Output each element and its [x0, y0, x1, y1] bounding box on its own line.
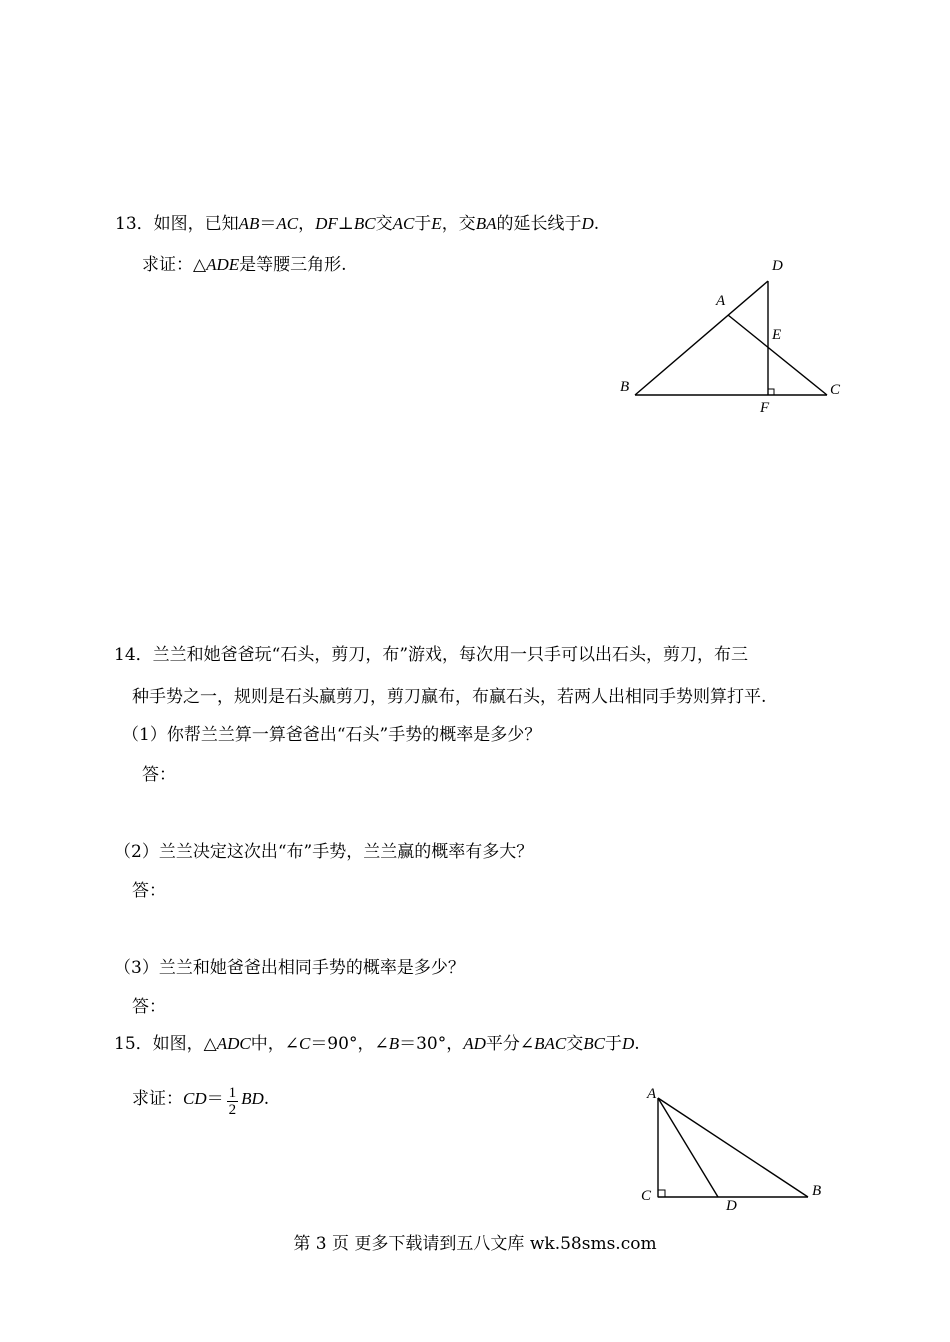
q13-e: E	[431, 214, 442, 233]
q15-cd: CD	[183, 1089, 207, 1108]
q13-text: 如图，已知	[153, 214, 239, 234]
q13-ab: AB	[238, 214, 260, 233]
q14-answer3: 答：	[132, 997, 166, 1017]
q15-text: 于	[605, 1034, 622, 1054]
q13-ba: BA	[475, 214, 497, 233]
q13-text: ，交	[441, 214, 476, 234]
segment-ba	[635, 281, 768, 395]
q14-answer2: 答：	[132, 881, 166, 901]
q15-b: B	[388, 1034, 400, 1053]
q15-angle-c: ＝90°，∠	[310, 1034, 389, 1054]
q15-ad: AD	[463, 1034, 486, 1053]
q15-statement	[114, 1032, 640, 1056]
label-a: A	[647, 1086, 657, 1102]
figure-13-triangle	[610, 250, 850, 425]
q13-ade: ADE	[206, 255, 240, 274]
q14-sub1: （1）你帮兰兰算一算爸爸出“石头”手势的概率是多少？	[122, 725, 542, 745]
label-e: E	[772, 327, 782, 343]
q15-period: .	[263, 1089, 270, 1109]
q13-text: 于	[414, 214, 432, 234]
fraction-one-half	[227, 1085, 239, 1118]
q14-sub2: （2）兰兰决定这次出“布”手势，兰兰赢的概率有多大？	[114, 842, 534, 862]
page-footer: 第 3 页 更多下载请到五八文库 wk.58sms.com	[293, 1234, 657, 1254]
q15-bd: BD	[241, 1089, 264, 1108]
q14-sub3: （3）兰兰和她爸爸出相同手势的概率是多少？	[114, 958, 465, 978]
q13-bc: BC	[353, 214, 376, 233]
q13-period: .	[593, 214, 600, 234]
label-f: F	[760, 400, 770, 416]
q14-line2: 种手势之一，规则是石头赢剪刀，剪刀赢布，布赢石头，若两人出相同手势则算打平.	[132, 687, 767, 707]
q15-equals: ＝	[206, 1089, 224, 1109]
q13-equals: ＝	[259, 214, 277, 234]
label-d: D	[772, 258, 783, 274]
q15-text: 交	[566, 1034, 584, 1054]
q13-comma: ，	[298, 214, 316, 234]
q15-adc: ADC	[216, 1034, 251, 1053]
fraction-denominator: 2	[228, 1102, 237, 1118]
fraction-numerator: 1	[228, 1085, 237, 1101]
q15-bc: BC	[583, 1034, 605, 1053]
label-d: D	[726, 1198, 737, 1214]
q13-ac: AC	[276, 214, 299, 233]
q13-proof-prefix: 求证：△	[142, 255, 207, 275]
right-angle-mark	[658, 1190, 665, 1197]
q13-ac: AC	[392, 214, 415, 233]
q15-proof-prefix: 求证：	[132, 1089, 183, 1109]
q15-proof	[132, 1083, 269, 1116]
q15-bac: BAC	[534, 1034, 567, 1053]
q15-angle-b: ＝30°，	[399, 1034, 464, 1054]
q13-number: 13．	[115, 214, 154, 234]
label-a: A	[716, 293, 726, 309]
q13-proof-text: 是等腰三角形.	[239, 255, 347, 275]
label-c: C	[641, 1188, 652, 1204]
q13-text: 交	[375, 214, 393, 234]
q15-number: 15．如图，△	[114, 1034, 217, 1054]
q13-text: 的延长线于	[496, 214, 582, 234]
q15-c: C	[298, 1034, 311, 1053]
right-angle-mark	[768, 389, 774, 395]
segment-ad	[658, 1098, 718, 1197]
q15-period: .	[634, 1034, 640, 1054]
q13-proof	[142, 253, 347, 277]
label-b: B	[812, 1183, 822, 1199]
q13-statement	[115, 212, 599, 236]
q15-d: D	[622, 1034, 635, 1053]
q14-answer1: 答：	[142, 765, 176, 785]
label-c: C	[830, 382, 841, 398]
label-b: B	[620, 379, 630, 395]
segment-ab	[658, 1098, 808, 1197]
q14-line1: 14．兰兰和她爸爸玩“石头，剪刀，布”游戏，每次用一只手可以出石头，剪刀，布三	[114, 645, 749, 665]
figure-15-triangle	[630, 1080, 840, 1220]
q13-df: DF	[315, 214, 338, 233]
q15-text: 中，∠	[250, 1034, 299, 1054]
q13-d: D	[581, 214, 594, 233]
q15-text: 平分∠	[485, 1034, 535, 1054]
q13-perp-symbol: ⊥	[337, 214, 354, 234]
